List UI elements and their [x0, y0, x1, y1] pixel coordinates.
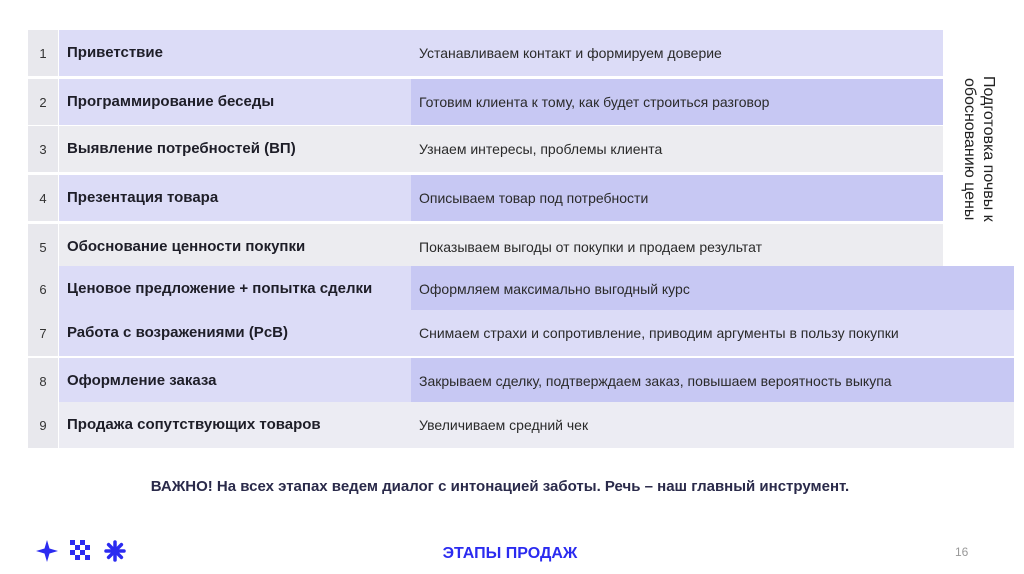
stage-name: Работа с возражениями (РсВ) — [59, 310, 436, 356]
stage-description: Закрываем сделку, подтверждаем заказ, повышаем вероятность выкупа — [411, 358, 1014, 404]
stage-name: Продажа сопутствующих товаров — [59, 402, 436, 448]
row-number: 8 — [28, 358, 58, 404]
stage-name: Приветствие — [59, 30, 436, 76]
row-number: 7 — [28, 310, 58, 356]
stage-description: Увеличиваем средний чек — [411, 402, 1014, 448]
stage-description: Готовим клиента к тому, как будет строиться разговор — [411, 79, 943, 125]
decorative-icons — [36, 540, 126, 562]
stage-name: Ценовое предложение + попытка сделки — [59, 266, 436, 312]
important-note: ВАЖНО! На всех этапах ведем диалог с интонацией заботы. Речь – наш главный инструмент. — [150, 478, 850, 495]
stage-description: Описываем товар под потребности — [411, 175, 943, 221]
stage-name: Презентация товара — [59, 175, 436, 221]
stage-description: Снимаем страхи и сопротивление, приводим аргументы в пользу покупки — [411, 310, 1014, 356]
row-number: 1 — [28, 30, 58, 76]
row-number: 9 — [28, 402, 58, 448]
stage-name: Оформление заказа — [59, 358, 436, 404]
row-number: 2 — [28, 79, 58, 125]
stage-name: Выявление потребностей (ВП) — [59, 126, 436, 172]
row-number: 6 — [28, 266, 58, 312]
stage-name: Обоснование ценности покупки — [59, 224, 436, 270]
asterisk-icon — [104, 540, 126, 562]
page-number: 16 — [955, 545, 969, 559]
side-label-box — [944, 34, 1014, 264]
stage-name: Программирование беседы — [59, 79, 436, 125]
stage-description: Оформляем максимально выгодный курс — [411, 266, 1014, 312]
row-number: 4 — [28, 175, 58, 221]
stage-description: Устанавливаем контакт и формируем доверие — [411, 30, 943, 76]
stage-description: Узнаем интересы, проблемы клиента — [411, 126, 943, 172]
side-label: Подготовка почвы к обоснованию цены — [961, 76, 997, 222]
stage-description: Показываем выгоды от покупки и продаем результат — [411, 224, 943, 270]
footer-title: ЭТАПЫ ПРОДАЖ — [442, 545, 578, 562]
row-number: 5 — [28, 224, 58, 270]
row-number: 3 — [28, 126, 58, 172]
checker-icon — [70, 540, 92, 562]
sparkle-icon — [36, 540, 58, 562]
